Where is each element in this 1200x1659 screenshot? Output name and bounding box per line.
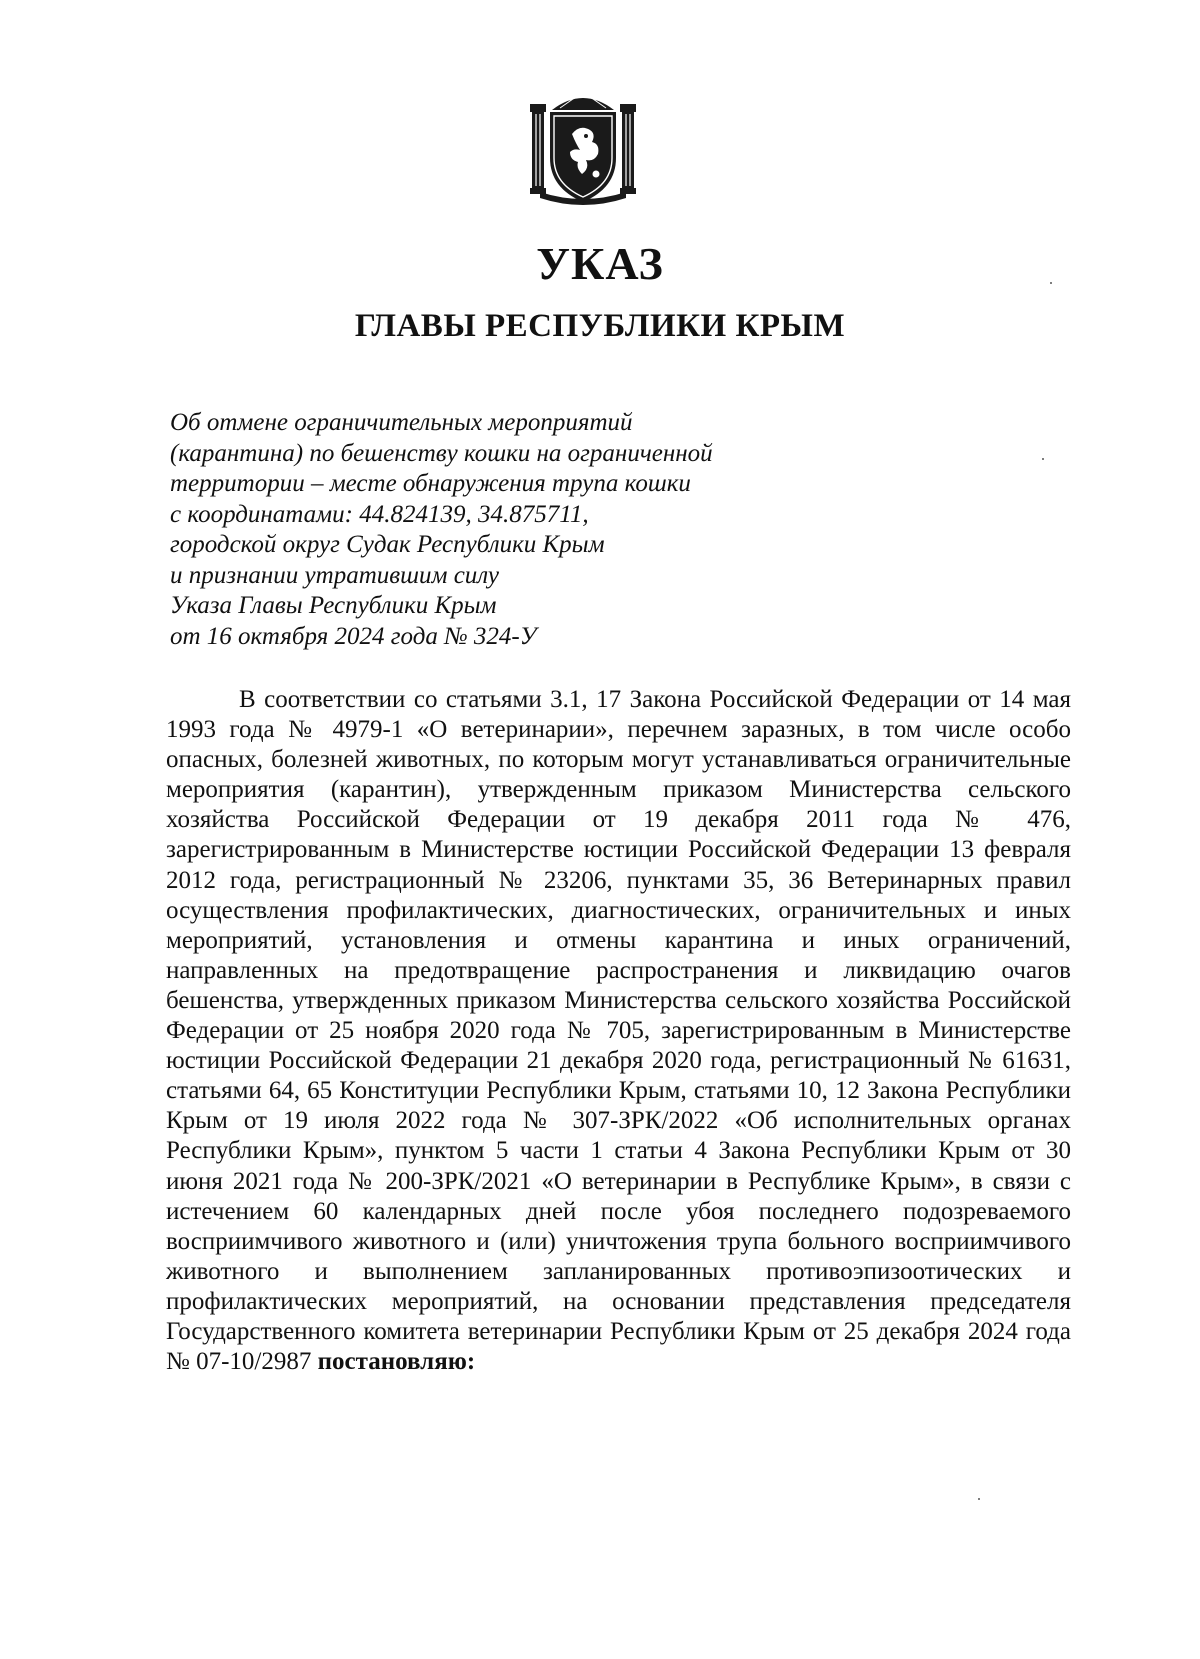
scan-speck (1050, 282, 1052, 284)
resolution-word: постановляю: (317, 1348, 476, 1376)
heading-line: (карантина) по бешенству кошки на ограниченной (170, 439, 713, 467)
heading-line: Об отмене ограничительных мероприятий (170, 409, 633, 436)
heading-line: Указа Главы Республики Крым (170, 592, 497, 619)
heading-line: с координатами: 44.824139, 34.875711, (170, 500, 589, 528)
heading-line: от 16 октября 2024 года № 324-У (170, 622, 537, 650)
scan-speck (1042, 458, 1044, 460)
heading-line: территории – месте обнаружения трупа кошки (170, 470, 691, 497)
decree-heading (170, 408, 790, 652)
scan-speck (978, 1498, 980, 1500)
preamble-text: В соответствии со статьями 3.1, 17 Закона Российской Федерации от 14 мая 1993 года № 4979-1 «О ветеринарии», перечнем заразных, в том числе особо опасных, болезней животных, по которым могут устанавливаться ограничительные мероприятия (карантин), утвержденным приказом Министерства сельского хозяйства Российской Федерации от 19 декабря 2011 года № 476, зарегистрированным в Министерстве юстиции Российской Федерации 13 февраля 2012 года, регистрационный № 23206, пунктами 35, 36 Ветеринарных правил осуществления профилактических, диагностических, ограничительных и иных мероприятий, установления и отмены карантина и иных ограничений, направленных на предотвращение распространения и ликвидацию очагов бешенства, утвержденных приказом Министерства сельского хозяйства Российской Федерации от 25 ноября 2020 года № 705, зарегистрированным в Министерстве юстиции Российской Федерации 21 декабря 2020 года, регистрационный № 61631, статьями 64, 65 Конституции Республики Крым, статьями 10, 12 Закона Республики Крым от 19 июля 2022 года № 307-ЗРК/2022 «Об исполнительных органах Республики Крым», пунктом 5 части 1 статьи 4 Закона Республики Крым от 30 июня 2021 года № 200-ЗРК/2021 «О ветеринарии в Республике Крым», в связи с истечением 60 календарных дней после убоя последнего подозреваемого восприимчивого животного и (или) уничтожения трупа больного восприимчивого животного и выполнением запланированных противоэпизоотических и профилактических мероприятий, на основании представления председателя Государственного комитета ветеринарии Республики Крым от 25 декабря 2024 года № 07-10/2987 (166, 686, 1071, 1376)
coat-of-arms-icon (530, 88, 636, 206)
heading-line: городской округ Судак Республики Крым (170, 531, 605, 558)
document-title: УКАЗ (536, 238, 664, 289)
preamble-paragraph (166, 685, 1071, 1377)
document-subtitle: ГЛАВЫ РЕСПУБЛИКИ КРЫМ (354, 308, 846, 344)
heading-line: и признании утратившим силу (170, 561, 499, 589)
